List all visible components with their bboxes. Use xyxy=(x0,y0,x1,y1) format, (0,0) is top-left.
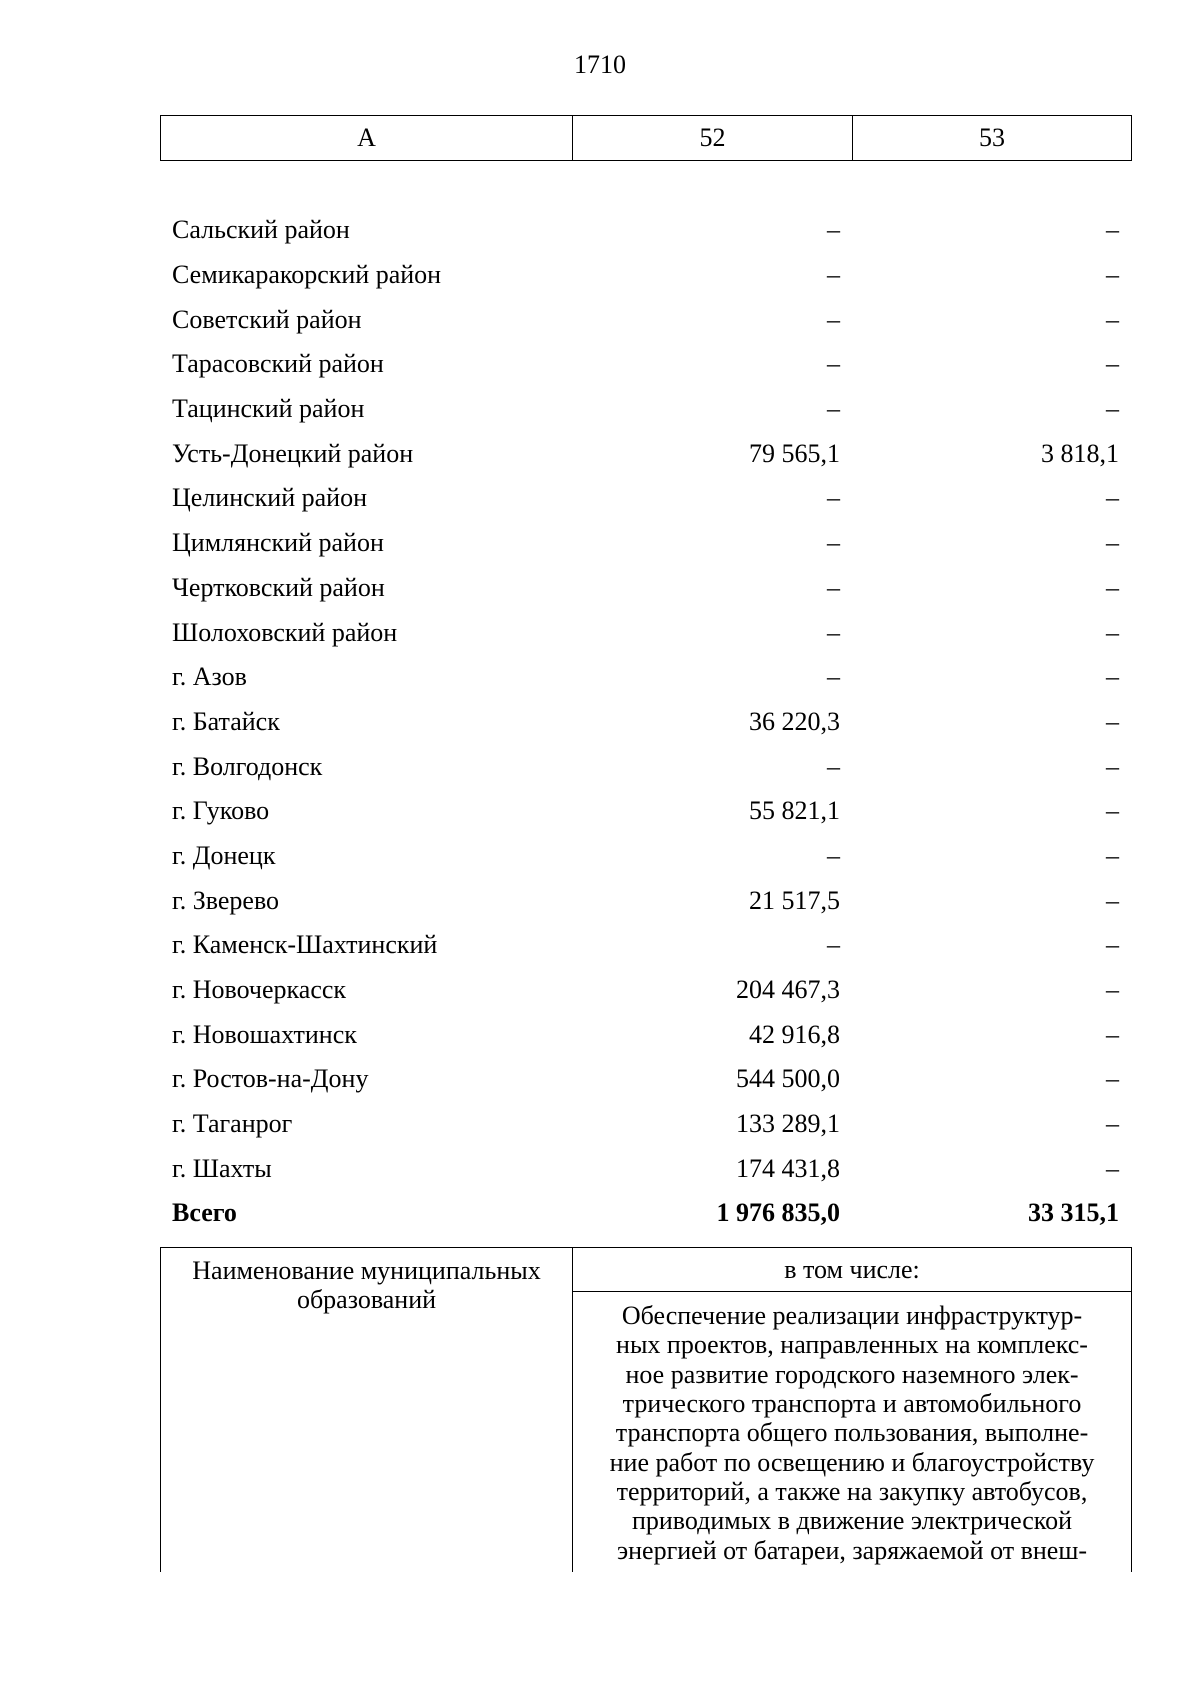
description-line: транспорта общего пользования, выполне- xyxy=(615,1418,1089,1448)
municipality-name: Шолоховский район xyxy=(172,617,398,647)
description-line: приводимых в движение электрической xyxy=(631,1506,1073,1536)
column-header-row xyxy=(161,116,1132,161)
data-table xyxy=(160,208,1131,1236)
municipality-name: г. Зверево xyxy=(172,885,280,915)
value-52: – xyxy=(827,528,840,558)
value-53: – xyxy=(1106,260,1119,290)
table-row xyxy=(160,521,1131,566)
value-53: – xyxy=(1106,617,1119,647)
municipality-name: г. Волгодонск xyxy=(172,751,323,781)
column-header-53: 53 xyxy=(853,116,1132,161)
municipality-name: Советский район xyxy=(172,304,362,334)
table-row xyxy=(160,1102,1131,1147)
municipality-name: Тацинский район xyxy=(172,394,365,424)
value-53: – xyxy=(1106,975,1119,1005)
value-52: – xyxy=(827,840,840,870)
municipality-name: г. Новошахтинск xyxy=(172,1019,357,1049)
table-row xyxy=(160,610,1131,655)
value-52: – xyxy=(827,930,840,960)
municipality-name: Тарасовский район xyxy=(172,349,384,379)
value-52: 79 565,1 xyxy=(749,438,840,468)
value-53: – xyxy=(1106,483,1119,513)
municipality-name: Семикаракорский район xyxy=(172,260,442,290)
value-52: – xyxy=(827,483,840,513)
table-row xyxy=(160,700,1131,745)
value-53: – xyxy=(1106,930,1119,960)
table-row xyxy=(160,1057,1131,1102)
municipality-name: Усть-Донецкий район xyxy=(172,438,414,468)
value-53: – xyxy=(1106,1064,1119,1094)
table-row xyxy=(160,431,1131,476)
description-line: Обеспечение реализации инфраструктур- xyxy=(621,1301,1083,1331)
value-52: 36 220,3 xyxy=(749,706,840,736)
value-52: – xyxy=(827,260,840,290)
table-row xyxy=(160,476,1131,521)
table-row xyxy=(160,297,1131,342)
value-53: – xyxy=(1106,662,1119,692)
description-line: энергией от батареи, заряжаемой от внеш- xyxy=(616,1535,1088,1565)
table-row xyxy=(160,208,1131,253)
value-53: – xyxy=(1106,796,1119,826)
table-row xyxy=(160,834,1131,879)
description-header xyxy=(573,1292,1132,1572)
table-row xyxy=(160,1012,1131,1057)
value-53: – xyxy=(1106,1153,1119,1183)
municipality-name: г. Донецк xyxy=(172,840,276,870)
municipality-name: г. Гуково xyxy=(172,796,270,826)
value-52: – xyxy=(827,215,840,245)
value-52: 1 976 835,0 xyxy=(716,1198,840,1228)
value-52: – xyxy=(827,304,840,334)
description-line: ных проектов, направленных на комплекс- xyxy=(616,1330,1088,1360)
description-line: ние работ по освещению и благоустройству xyxy=(609,1447,1095,1477)
table-row xyxy=(160,655,1131,700)
table-row xyxy=(160,566,1131,611)
value-53: – xyxy=(1106,349,1119,379)
value-53: 3 818,1 xyxy=(1041,438,1119,468)
municipality-name-header xyxy=(161,1248,573,1573)
description-line: трического транспорта и автомобильного xyxy=(622,1389,1082,1419)
value-52: – xyxy=(827,572,840,602)
value-52: – xyxy=(827,349,840,379)
table-row xyxy=(160,342,1131,387)
value-53: – xyxy=(1106,304,1119,334)
value-52: – xyxy=(827,662,840,692)
including-header: в том числе: xyxy=(573,1248,1132,1292)
value-52: 42 916,8 xyxy=(749,1019,840,1049)
municipality-name: Целинский район xyxy=(172,483,367,513)
table-row xyxy=(160,1146,1131,1191)
description-line: ное развитие городского наземного элек- xyxy=(625,1359,1079,1389)
municipality-name: г. Шахты xyxy=(172,1153,272,1183)
value-52: 133 289,1 xyxy=(736,1109,840,1139)
value-53: – xyxy=(1106,528,1119,558)
municipality-name: Сальский район xyxy=(172,215,350,245)
value-53: – xyxy=(1106,751,1119,781)
table-row xyxy=(160,744,1131,789)
municipality-name: г. Таганрог xyxy=(172,1109,293,1139)
value-52: 55 821,1 xyxy=(749,796,840,826)
value-53: – xyxy=(1106,1019,1119,1049)
value-53: – xyxy=(1106,706,1119,736)
total-row xyxy=(160,1191,1131,1236)
municipality-name: г. Ростов-на-Дону xyxy=(172,1064,369,1094)
municipality-name: г. Новочеркасск xyxy=(172,975,347,1005)
continuation-header-table xyxy=(160,1247,1132,1572)
municipality-name: г. Батайск xyxy=(172,706,280,736)
value-52: 544 500,0 xyxy=(736,1064,840,1094)
value-52: – xyxy=(827,617,840,647)
table-row xyxy=(160,253,1131,298)
value-53: – xyxy=(1106,572,1119,602)
table-row xyxy=(160,789,1131,834)
municipality-name-header-line1: Наименование муниципальных xyxy=(192,1256,541,1285)
column-header-52: 52 xyxy=(573,116,853,161)
value-52: 204 467,3 xyxy=(736,975,840,1005)
municipality-name: г. Азов xyxy=(172,662,247,692)
value-53: – xyxy=(1106,215,1119,245)
column-header-a: А xyxy=(161,116,573,161)
municipality-name-header-line2: образований xyxy=(296,1285,437,1314)
table-row xyxy=(160,968,1131,1013)
value-52: 174 431,8 xyxy=(736,1153,840,1183)
value-52: – xyxy=(827,751,840,781)
value-53: – xyxy=(1106,394,1119,424)
value-53: 33 315,1 xyxy=(1028,1198,1119,1228)
municipality-name: Чертковский район xyxy=(172,572,385,602)
value-53: – xyxy=(1106,840,1119,870)
value-52: – xyxy=(827,394,840,424)
municipality-name: Цимлянский район xyxy=(172,528,384,558)
value-53: – xyxy=(1106,1109,1119,1139)
description-line: территорий, а также на закупку автобусов, xyxy=(616,1476,1088,1506)
data-table-body xyxy=(160,208,1131,1236)
municipality-name: г. Каменск-Шахтинский xyxy=(172,930,438,960)
table-row xyxy=(160,878,1131,923)
value-53: – xyxy=(1106,885,1119,915)
municipality-name: Всего xyxy=(172,1198,237,1228)
column-header-table xyxy=(160,115,1132,161)
table-row xyxy=(160,387,1131,432)
value-52: 21 517,5 xyxy=(749,885,840,915)
page-number: 1710 xyxy=(574,50,626,79)
table-row xyxy=(160,923,1131,968)
